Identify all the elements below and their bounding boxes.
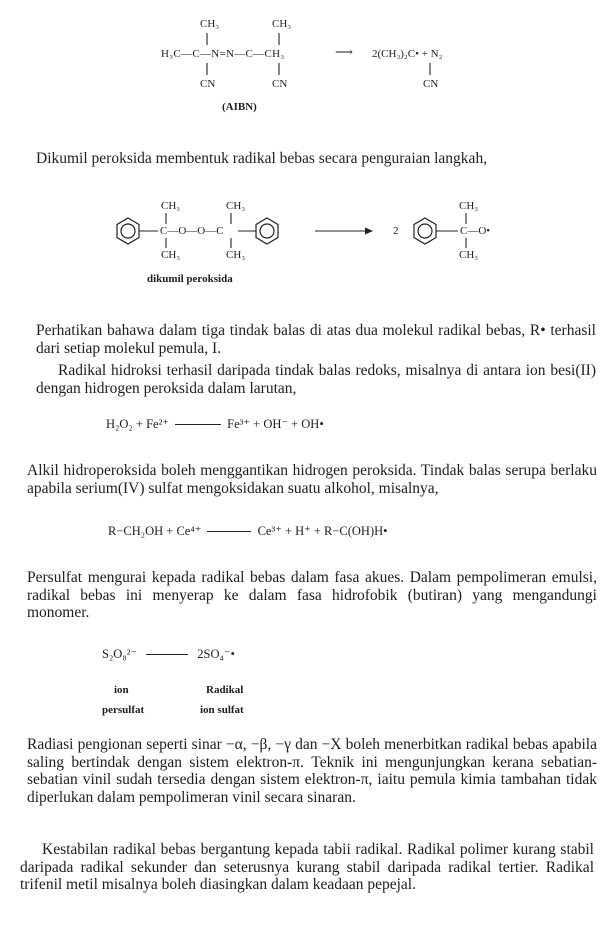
dicumyl-ch3-a-top: CH₃	[161, 200, 181, 212]
label-radikal: Radikal	[206, 684, 244, 696]
label-persulfat: persulfat	[102, 704, 145, 716]
paragraph-perhatikan	[36, 322, 596, 357]
dicumyl-core: C—O—O—C	[160, 225, 224, 237]
equation-cerium	[108, 523, 388, 539]
equation-fenton	[106, 416, 324, 432]
dicumyl-ch3-b-bot: CH₃	[226, 249, 246, 261]
equation-arrow	[207, 531, 251, 532]
paragraph-text: Dikumil peroksida membentuk radikal bebas secara penguraian langkah,	[36, 150, 488, 167]
equation-rhs: 2SO₄⁻•	[197, 647, 235, 661]
paragraph-text: Perhatikan bahawa dalam tiga tindak balas di atas dua molekul radikal bebas, R• terhasil dari setiap molekul pemula, I.	[36, 322, 596, 357]
label-ion: ion	[114, 684, 129, 696]
aibn-cn-left: CN	[200, 78, 216, 90]
paragraph-text: Radiasi pengionan seperti sinar −α, −β, −γ dan −X boleh menerbitkan radikal bebas apabila saling bertindak dengan sistem elektron-π. Teknik ini mengunjungkan kerana sebatian-sebatian vinil sudah tersedia dengan sistem elektron-π, iaitu pemula kimia tambahan tidak diperlukan dalam pempolimeran vinil secara sinaran.	[27, 736, 597, 806]
label-ion-sulfat: ion sulfat	[200, 704, 244, 716]
dicumyl-prod-ch3-bot: CH₃	[459, 249, 479, 261]
dicumyl-prod-ch3-top: CH₃	[459, 200, 479, 212]
equation-rhs: Fe³⁺ + OH⁻ + OH•	[227, 417, 324, 431]
dicumyl-structure	[0, 0, 600, 300]
equation-lhs: R−CH₂OH + Ce⁴⁺	[108, 524, 202, 538]
aibn-cn-right: CN	[272, 78, 288, 90]
equation-rhs: Ce³⁺ + H⁺ + R−C(OH)H•	[257, 524, 388, 538]
dicumyl-ch3-a-bot: CH₃	[161, 249, 181, 261]
equation-lhs: S₂O₈²⁻	[102, 647, 138, 661]
paragraph-radiasi	[27, 736, 597, 806]
aibn-label: (AIBN)	[222, 101, 257, 113]
aibn-ch3-top-right: CH₃	[272, 18, 292, 30]
dicumyl-coefficient: 2	[393, 225, 399, 237]
equation-arrow	[175, 424, 221, 425]
equation-lhs: H₂O₂ + Fe²⁺	[106, 417, 169, 431]
paragraph-hidroksi	[36, 362, 596, 397]
paragraph-text: Persulfat mengurai kepada radikal bebas dalam fasa akues. Dalam pempolimeran emulsi, radikal bebas ini menyerap ke dalam fasa hidrofobik (butiran) yang mengandungi monomer.	[27, 569, 597, 621]
paragraph-text: Radikal hidroksi terhasil daripada tindak balas redoks, misalnya di antara ion besi(II) dengan hidrogen peroksida dalam larutan,	[36, 362, 596, 397]
paragraph-kestabilan	[20, 841, 594, 894]
paragraph-text: Alkil hidroperoksida boleh menggantikan hidrogen peroksida. Tindak balas serupa berlaku apabila serium(IV) sulfat mengoksidakan suatu alkohol, misalnya,	[27, 462, 597, 497]
dicumyl-ch3-b-top: CH₃	[226, 200, 246, 212]
aibn-arrow: ⟶	[335, 45, 353, 59]
paragraph-alkil	[27, 462, 597, 497]
paragraph-persulfat	[27, 569, 597, 622]
aibn-main-row: H₃C—C—N=N—C—CH₃	[161, 48, 285, 60]
aibn-product-cn: CN	[423, 78, 439, 90]
dicumyl-prod-core: C—O•	[460, 225, 491, 237]
aibn-product: 2(CH₃)₂C• + N₂	[372, 48, 443, 60]
aibn-ch3-top-left: CH₃	[200, 18, 220, 30]
dicumyl-label: dikumil peroksida	[147, 273, 233, 285]
equation-arrow	[146, 654, 188, 655]
paragraph-text: Kestabilan radikal bebas bergantung kepada tabii radikal. Radikal polimer kurang stabil daripada radikal sekunder dan seterusnya kurang stabil daripada radikal tertier. Radikal trifenil metil misalnya boleh diasingkan dalam keadaan pepejal.	[20, 841, 594, 893]
